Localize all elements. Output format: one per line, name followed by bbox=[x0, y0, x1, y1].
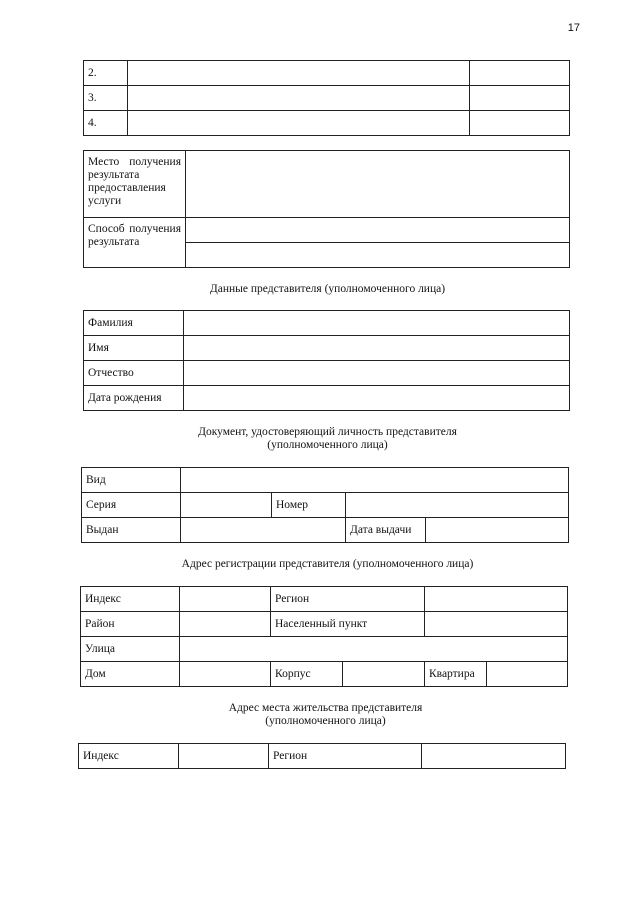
reg-index-label: Индекс bbox=[81, 587, 180, 612]
identity-heading-line2: (уполномоченного лица) bbox=[267, 439, 388, 451]
birth-date-field[interactable] bbox=[184, 386, 570, 411]
residence-heading-line2: (уполномоченного лица) bbox=[265, 715, 386, 727]
residence-heading-line1: Адрес места жительства представителя bbox=[228, 702, 423, 714]
result-method-field[interactable] bbox=[186, 218, 570, 243]
doc-series-field[interactable] bbox=[181, 493, 272, 518]
row-number: 3. bbox=[84, 86, 128, 111]
row-field[interactable] bbox=[470, 86, 570, 111]
reg-house-label: Дом bbox=[81, 662, 180, 687]
identity-document-heading bbox=[80, 426, 575, 452]
doc-type-field[interactable] bbox=[181, 468, 569, 493]
row-field[interactable] bbox=[470, 111, 570, 136]
numbered-rows-table bbox=[83, 60, 570, 136]
doc-type-label: Вид bbox=[82, 468, 181, 493]
identity-heading-line1: Документ, удостоверяющий личность представителя bbox=[198, 426, 457, 438]
residence-address-table bbox=[78, 743, 566, 769]
patronymic-label: Отчество bbox=[84, 361, 184, 386]
doc-issue-date-label: Дата выдачи bbox=[346, 518, 426, 543]
residence-address-heading bbox=[78, 702, 573, 728]
reg-house-field[interactable] bbox=[180, 662, 271, 687]
reg-locality-label: Населенный пункт bbox=[271, 612, 425, 637]
birth-date-label: Дата рождения bbox=[84, 386, 184, 411]
row-field[interactable] bbox=[128, 86, 470, 111]
registration-address-table bbox=[80, 586, 568, 687]
reg-apartment-label: Квартира bbox=[425, 662, 487, 687]
reg-district-label: Район bbox=[81, 612, 180, 637]
name-label: Имя bbox=[84, 336, 184, 361]
reg-street-field[interactable] bbox=[180, 637, 568, 662]
reg-index-field[interactable] bbox=[180, 587, 271, 612]
registration-address-heading: Адрес регистрации представителя (уполномоченного лица) bbox=[181, 558, 474, 570]
reg-apartment-field[interactable] bbox=[487, 662, 568, 687]
identity-document-table bbox=[81, 467, 569, 543]
result-table bbox=[83, 150, 570, 268]
res-region-field[interactable] bbox=[422, 744, 566, 769]
row-number: 2. bbox=[84, 61, 128, 86]
table-row bbox=[84, 61, 570, 86]
row-field[interactable] bbox=[470, 61, 570, 86]
result-method-field-2[interactable] bbox=[186, 243, 570, 268]
doc-issue-date-field[interactable] bbox=[426, 518, 569, 543]
representative-heading: Данные представителя (уполномоченного лица) bbox=[209, 283, 446, 295]
representative-table bbox=[83, 310, 570, 411]
surname-field[interactable] bbox=[184, 311, 570, 336]
reg-street-label: Улица bbox=[81, 637, 180, 662]
reg-building-field[interactable] bbox=[343, 662, 425, 687]
surname-label: Фамилия bbox=[84, 311, 184, 336]
table-row bbox=[84, 111, 570, 136]
result-method-label: Способ получения результата bbox=[84, 218, 186, 268]
reg-region-label: Регион bbox=[271, 587, 425, 612]
result-place-field[interactable] bbox=[186, 151, 570, 218]
name-field[interactable] bbox=[184, 336, 570, 361]
table-row bbox=[84, 86, 570, 111]
patronymic-field[interactable] bbox=[184, 361, 570, 386]
reg-region-field[interactable] bbox=[425, 587, 568, 612]
row-field[interactable] bbox=[128, 111, 470, 136]
res-index-field[interactable] bbox=[179, 744, 269, 769]
reg-locality-field[interactable] bbox=[425, 612, 568, 637]
reg-district-field[interactable] bbox=[180, 612, 271, 637]
doc-issued-field[interactable] bbox=[181, 518, 346, 543]
reg-building-label: Корпус bbox=[271, 662, 343, 687]
row-number: 4. bbox=[84, 111, 128, 136]
doc-series-label: Серия bbox=[82, 493, 181, 518]
page-number: 17 bbox=[567, 22, 580, 34]
doc-issued-label: Выдан bbox=[82, 518, 181, 543]
doc-number-label: Номер bbox=[272, 493, 346, 518]
doc-number-field[interactable] bbox=[346, 493, 569, 518]
row-field[interactable] bbox=[128, 61, 470, 86]
result-place-label: Место получения результата предоставления услуги bbox=[84, 151, 186, 218]
res-index-label: Индекс bbox=[79, 744, 179, 769]
res-region-label: Регион bbox=[269, 744, 422, 769]
